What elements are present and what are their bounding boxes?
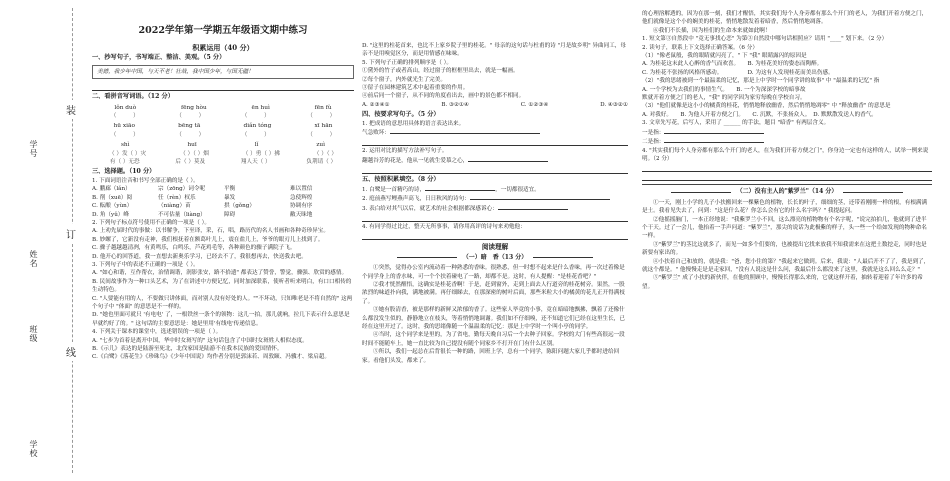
- idiom-blank[interactable]: （ ）勇（ ）拂: [242, 150, 280, 157]
- binding-word-ding: 订: [66, 224, 76, 243]
- fill-3: 3. 表白给对其气以后，就艺术的社会根据都深感诉心：: [362, 204, 628, 213]
- fill-4: 4. 有同学得过比过，整天无所事事，请你用高评的诗句来劝勉他：: [362, 223, 526, 230]
- pinyin-item: lǐ: [254, 142, 259, 149]
- answer-blanks-row-2[interactable]: （ ） （ ） （ ） （ ）: [110, 131, 336, 138]
- reading-paragraph: ⑥我们不长插，因为桂们的生命本来就如此啊！: [653, 27, 771, 34]
- idiom-blank[interactable]: 有（ ）无恐: [109, 159, 140, 166]
- q3-4-option-c: C.《白鹭》《落花生》《珍珠鸟》《少年中国说》均作者分别是郭沫若、周敦颐、冯骥才、梁启超。: [92, 354, 330, 361]
- idiom-blank[interactable]: （ ）（ ）烟: [180, 150, 209, 157]
- writing-line[interactable]: [642, 173, 932, 181]
- reading-paragraph: 的心理溶解透的，因为在那一刻，我们才醒悟，其实我们每个人身旁都有那么个开门的老人，为我们开着方便之门，他们就像是这个小的娴美的桂花，悄悄地散发着着暗香，然后悄悄地凋落。: [642, 11, 928, 26]
- field-class: 班级: [29, 325, 38, 343]
- q3-1-option-b: B. 削（xuē）阅 任（rèn）权乐 暴发 急使辉煌: [92, 194, 313, 201]
- q3-4-stem: 4. 下列关于课本的课堂中，选述错误的一项是（ ）。: [92, 329, 222, 336]
- reading-paragraph: ②我才恍然醒悟，这确实是桂花香啊！于是，赶到窗外，走到上面去人行道旁的桂花树旁。果然，一股浓烈的味道扑向我，满地被满。再仔细睇去，在那深密的树叶后面，那些米粒大小的橘黄的花儿正开得满枝了。: [362, 281, 625, 305]
- r1-q2-1-cd: C. 为桂花不张扬的风格所感动。 D. 为这有人发现桂花而美出伤感。: [642, 69, 834, 76]
- r1-q2-3: （3）"他们就像是这小小的橘黄的桂花，悄悄地释放幽香，然后悄悄地凋零" 中 "释放幽香" 的意思是: [642, 103, 891, 110]
- r1-q2-1-ab: A. 为桂花这末此人心醉的香气而欢喜。 B. 为桂花美好的姿态而陶醉。: [642, 61, 823, 68]
- r1-q2-1: （1）"像老鼠般，我的眼睛就闪亮了，" 下 "我" 眼睛露闪的原因是: [642, 53, 807, 60]
- r1-q2: 2. 读句子，联系上下文选择正确答案。（6 分）: [642, 44, 758, 51]
- pinyin-item: diǎn tóng: [243, 123, 272, 130]
- field-name: 姓名: [29, 250, 38, 268]
- binding-margin: [0, 0, 88, 481]
- q4-1-stem: 1. 把成语的意思用具体的语言表达出来。: [362, 120, 465, 127]
- r1-q1: 1. 短文第③自然段中 "竟无事找心恋" 为第③自然段中哪句话相照应？请用 "____" 划下来。（2 分）: [642, 36, 888, 43]
- answer-line[interactable]: [664, 128, 764, 134]
- fill-1: 1. 白鹭是一首精巧的诗， ，一切都很适宜。: [362, 186, 540, 193]
- q3-2-stem: 2. 下列句子标点符号使用不正确的一项是（ ）。: [92, 219, 210, 226]
- reading-paragraph: ③她有股清香，被是那样的新鲜又浓郁的香了。这些家人毕竟的小事，竟在暗暗地飘拂，飘着了还像什么都没发生似的，静静地立在枝头，等着悄悄地调谢。我们如不仔细嗅，还不知道它们已经在这里生长，已经在这里开过了。这时，我的思绪像随一个温温柔的记忆：那是上中学时一个叫小亭的同学。: [362, 307, 625, 330]
- q3-1-stem: 1. 下面词语注音和书写全部正确的是（ ）。: [92, 177, 199, 184]
- pinyin-item: ēn huì: [251, 104, 270, 111]
- column-1: [92, 42, 354, 474]
- idiom-blank[interactable]: 翔人天（ ）: [240, 159, 271, 166]
- sentence-2: ②每个窗子，内外就光生了完美。: [362, 76, 446, 83]
- r1-q2-3-ab: A. 对我好。 B. 为他人开着方便之门。 C. 沉默，不张扬众人。 D. 默默散发送人的香气。: [642, 111, 877, 118]
- pinyin-item: zuì: [316, 142, 325, 149]
- idiom-blanks-row-4[interactable]: [92, 158, 354, 166]
- field-student-number: 学号: [29, 140, 38, 158]
- binding-word-xian: 线: [66, 342, 76, 361]
- idiom-blank[interactable]: （ ）发（ ）灾: [108, 150, 147, 157]
- q4-2-prompt: 翻越谷芳的花是，他从一见就生爱慕之心，: [362, 156, 628, 165]
- reading-paragraph: ②他摇摇脑门，一本正经地说："我紫罗兰小不回，这么漂亮的植物物有个名字呢，"说完拍拍几，他就到了进半个干天。过了一会儿，他抬着一手声问道："紫罗兰"，那尖的说话为此极紫的样子，头一些一个给如发现的物种命名一样。: [642, 216, 927, 240]
- answer-line[interactable]: [425, 185, 495, 191]
- r1-q3-a: 一是指：: [642, 128, 932, 137]
- q3-3-option-a: A. "如心和谐，互作帮衣，治情调谐，润影张安，路不拾遗" 都表达了赞誉，警觉，骤强、欣赏的感情。: [92, 270, 348, 277]
- r1-q2-2: （2）"我的思绪被到一个最温柔的记忆，那是上中学时一个同学讲的故事" 中 "最温柔的记忆" 指: [642, 78, 880, 85]
- reading-2-title: （二）没有主人的"紫罗兰"（14 分）: [642, 188, 932, 196]
- reading-paragraph: ③"紫罗兰"的茎比这就多了，而见一如多个们要的，也被提出它找来放我不知我需来在这把土数挖走，同时也是新要有家出的。: [642, 241, 927, 257]
- document-title: 2022学年第一学期五年级语文期中练习: [138, 25, 308, 36]
- q4-heading: 四、按要求写句子。（5 分）: [362, 111, 440, 119]
- r1-q3-b: 二是指：: [642, 137, 932, 146]
- q3-3-option-b: B. 民间故事作为一种口头艺术，为了在讲述中方便记忆，同时加深联系，使听者听来明白，有口口相传的生动特色。: [92, 278, 352, 294]
- q3-1-option-d: D. 角（yǔ）峰 不可估量（liàng） 障碍 敝天昧地: [92, 211, 313, 218]
- writing-line[interactable]: [362, 166, 628, 174]
- q3-2-option-b: B. 妙螺了，它新没有走神，我们根抚着在额葛叶儿上，震在盐儿上，爷爷的眼刃儿上找到了。: [92, 236, 324, 243]
- pinyin-row-2: [92, 122, 354, 130]
- copy-sentence-box: 美德，我少年中国，与天不老！壮哉，我中国少年，与国无疆！: [92, 65, 354, 79]
- section-heading-accumulation: 积累运用（40 分）: [192, 43, 254, 52]
- answer-line[interactable]: [390, 128, 540, 134]
- r1-q3: 3. 文章先写花，后写人，采用了 ______ 的手法，题目 "暗香" 有两层含义。: [642, 120, 830, 127]
- column-3: [642, 10, 932, 474]
- answer-line[interactable]: [664, 137, 764, 143]
- pinyin-item: lǒn duò: [114, 104, 137, 111]
- pinyin-item: bēng tā: [178, 123, 201, 130]
- reading-paragraph: ①一天，刚上小学的儿子小扶搬回来一棵紫色的植物，长长的叶子，细细的茎，还带着刚刚一样的根，有根满满是土。我看见失去了，问到："这是什么花？你怎么会有它的什么名字吗？" 我提起问。: [642, 199, 928, 215]
- reading-paragraph: ④当时，这个同学来是里的，为了省电，勤每天晚自习后一个去种子回家。学校的大门有些高很远一段时间不能随车上，她一直比较为自己提没有随个同家乡不打开在门有什么区别。: [362, 332, 625, 347]
- writing-line[interactable]: [362, 138, 628, 146]
- r1-q2-2-b: 默就开着方便之门的老人，"我" 的同学因为家穷每晚在学校自习。: [642, 95, 806, 102]
- q3-heading: 三、选择题。（10 分）: [92, 168, 156, 176]
- idiom-blank[interactable]: （ ）（ ）: [313, 150, 338, 157]
- field-school: 学校: [29, 440, 38, 458]
- divider: [642, 184, 932, 185]
- reading-1-title: （一）暗 香（13 分）: [362, 254, 628, 262]
- pinyin-row-3: [92, 141, 354, 149]
- reading-paragraph: ⑤所以，我们一起总在后背很长一种的路，回班上学，总有一个同学，陈阳问题大家几乎都时进给回家。看他们头发，都来了。: [362, 349, 620, 364]
- answer-line[interactable]: [470, 194, 540, 200]
- q3-4-option-a: A. "七步为首着是离开中国，华中时女斑写的" 这句话包含了中国时女斑姓人相似态度。: [92, 337, 308, 344]
- answer-line[interactable]: [540, 194, 610, 200]
- fill-2: 2. 庭前燕写鲤燕声高飞，日日秋风的诗句：: [362, 194, 628, 203]
- q3-3-option-d: D. "她也里面可就只 '有电电' 了，一根铁丝一条个的领物：这儿一拍，那儿就响，拉几下表示什么意思是早就约好了的。" 这句话的主要意思是：她是里用'有线电'传递信息。: [92, 312, 350, 327]
- q3-4-option-d: D. "这里的柱花首来，也比不上家乡院子里的桂花。" 母亲的这句话与杜甫的诗 "月是故乡明" 异曲同工，母亲不是用嗅觉区分，而是用情感在味味。: [362, 43, 626, 58]
- idiom-blank[interactable]: 负荆请（ ）: [306, 159, 337, 166]
- sentence-4: ④前后同一个窗子，从不同的角度看出去，画中的景色都不相同。: [362, 93, 525, 100]
- sentence-1: ①黛外的竹子或者高山，经过窗子的框框里出去，就是一幅画。: [362, 68, 519, 75]
- answer-line[interactable]: [498, 204, 568, 210]
- pinyin-row-1: [92, 104, 354, 112]
- q3-2-option-c: C. 骤子越越越清冽，有黄鸣乐，白鸣乐，芦花鸡毛等，各种颜色的骤子满院子飞。: [92, 245, 296, 252]
- writing-line: [92, 83, 354, 91]
- q3-3-stem: 3. 下列句子中的表述不正确的一项是（ ）。: [92, 261, 199, 268]
- pinyin-item: shì: [120, 142, 130, 149]
- idiom-blanks-row-3[interactable]: [92, 150, 354, 158]
- reading-paragraph: ①突然，觉得办公室内流动着一种熟悉的香味。很熟悉，但一时想不起来是什么香味，再一次过着像是个同学身上的香水味，可一个个扶着碰电了一路，却都不是。这时，有人提醒："是桂花香吧？": [362, 265, 625, 280]
- q3-1-option-a: A. 鹏廊（lǎn） 宗（zōng）词令呢 平衡 难以置信: [92, 186, 313, 193]
- reading-paragraph: ⑤"紫罗兰" 成了小扶的新伙伴，在他的照顾中，慢慢长得那么来的，它就这样开着，抽转着迎着了年许多的希望。: [642, 275, 923, 290]
- answer-blanks-row-1[interactable]: （ ） （ ） （ ） （ ）: [110, 113, 336, 120]
- r1-q2-2-a: A. 一个学校为去我们的事情生气。 B. 一个为深深学校的暗事故: [642, 86, 806, 93]
- writing-line[interactable]: [362, 214, 628, 222]
- r1-q4: 4. "其实我们每个人身旁都有那么个开门的老人，在为我们开着方便之门"，你身边一定也有这样的人，试举一例来说明。（2 分）: [642, 147, 929, 162]
- q3-3-option-c: C. "人要能有用的人，不要做只讲体面，而对别人没有好处的人。""不坏动，只知唯老是不将自然的" 这两个句子中 "体面" 的意思是不一样的。: [92, 295, 353, 310]
- q3-5-options: A. ②③④① B. ③②①④ C. ①②③④ D. ④③②①: [362, 101, 628, 108]
- q3-4-option-b: B.《示儿》表达的是陆游至死北，北伐家国是陆游不在我本民族的爱国情怀。: [92, 346, 283, 352]
- writing-line[interactable]: [362, 232, 628, 240]
- reading-paragraph: ④小扶着自己和放的，就是我："爸，您小住的第？"我起来它做到。后来，我说："人最后开不了了，我是到了，就这个都是。" 他慢慢走是是走家回，"没有人说这是什么问，我最后什么都没来了这里，我就是这么回么么走？": [642, 258, 930, 273]
- q3-5-stem: 5. 下列句子正确的排列顺序是（ ）。: [362, 59, 452, 66]
- q2-heading: 二、看拼音写词语。（12 分）: [92, 93, 174, 101]
- pinyin-item: fēn fù: [314, 104, 332, 111]
- idiom-blank[interactable]: 后（ ）莫及: [175, 159, 206, 166]
- q1-heading: 一、抄写句子，书写端正、整洁、美观。（5 分）: [92, 54, 226, 62]
- writing-line[interactable]: [642, 164, 932, 172]
- answer-line[interactable]: [468, 156, 548, 162]
- q3-1-option-c: C. 酝酿（yùn） （niàng）苗 拱（gǒng） 协调有序: [92, 203, 313, 210]
- q3-2-option-a: A. 上劝先届时代的事做：以书解争，下至译，采，石，唱，路历代的名人书画和各种奇珍异宝。: [92, 228, 329, 235]
- q5-heading: 五、按照积累填空。（8 分）: [362, 176, 440, 184]
- reading-heading: 阅读理解: [481, 243, 509, 252]
- pinyin-item: fēng hòu: [180, 104, 207, 111]
- column-2: [362, 42, 628, 474]
- q4-2-stem: 2. 运用对比的描写方法补写句子。: [362, 148, 448, 155]
- binding-word-zhuang: 装: [66, 100, 76, 119]
- pinyin-item: huī: [187, 142, 197, 149]
- q4-1-prompt: 气急败坏：: [362, 128, 628, 137]
- sentence-3: ③留子在园林建筑艺术中起着重要的作用。: [362, 85, 469, 92]
- pinyin-item: hū xiāo: [113, 123, 135, 130]
- q3-2-option-d: D. 他开心的回答道，我一直想去新奥乐学习，已经去不了，我很想再去，快送我去吧。: [92, 253, 307, 260]
- pinyin-item: xī hān: [314, 123, 333, 130]
